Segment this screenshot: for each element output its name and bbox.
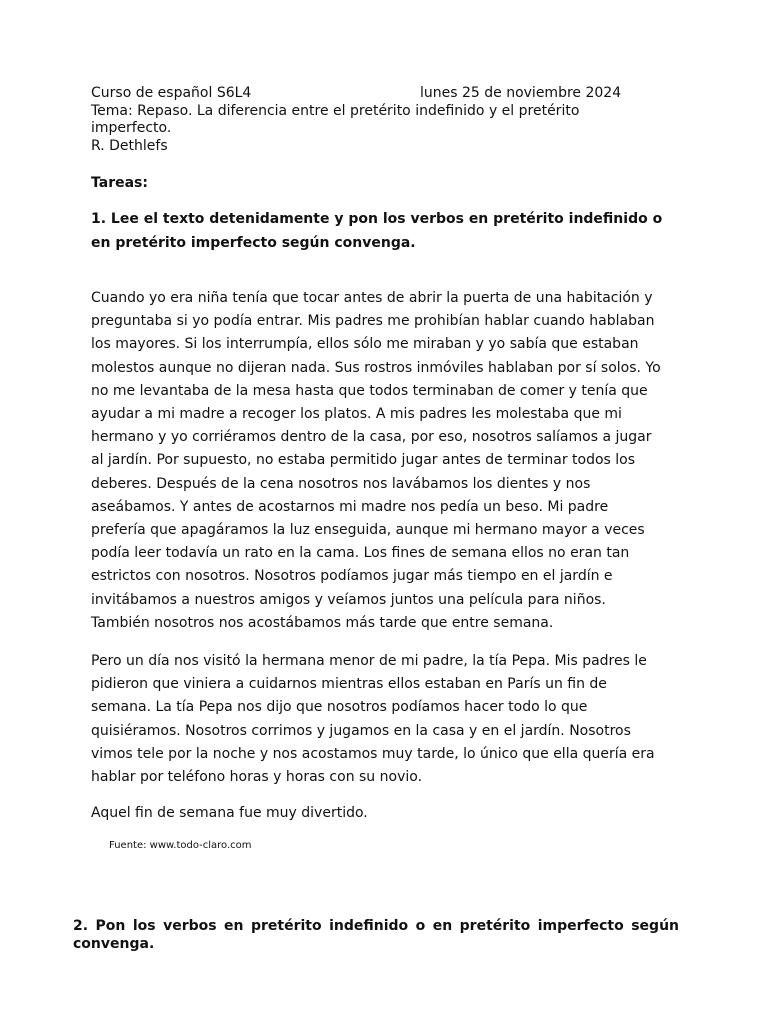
paragraph-1-line: También nosotros nos acostábamos más tarde que entre semana. — [91, 614, 554, 631]
header-first-line — [91, 85, 691, 103]
paragraph-1-line: ayudar a mi madre a recoger los platos. A mis padres les molestaba que mi — [91, 406, 622, 423]
paragraph-1-line: Cuando yo era niña tenía que tocar antes de abrir la puerta de una habitación y — [91, 290, 653, 306]
paragraph-2-line: Pero un día nos visitó la hermana menor de mi padre, la tía Pepa. Mis padres le — [91, 653, 647, 669]
paragraph-1-line: deberes. Después de la cena nosotros nos lavábamos los dientes y nos — [91, 475, 591, 492]
topic-line-2: imperfecto. — [91, 120, 172, 136]
paragraph-1-line: hermano y yo corriéramos dentro de la casa, por eso, nosotros salíamos a jugar — [91, 429, 652, 446]
paragraph-2-line: quisiéramos. Nosotros corrimos y jugamos en la casa y en el jardín. Nosotros — [91, 722, 631, 739]
paragraph-1-line: los mayores. Si los interrumpía, ellos sólo me miraban y yo sabía que estaban — [91, 336, 639, 353]
paragraph-1-line: aseábamos. Y antes de acostarnos mi madre nos pedía un beso. Mi padre — [91, 498, 609, 515]
paragraph-2-line: semana. La tía Pepa nos dijo que nosotros podíamos hacer todo lo que — [91, 699, 588, 716]
paragraph-1-line: al jardín. Por supuesto, no estaba permitido jugar antes de terminar todos los — [91, 452, 636, 469]
paragraph-1-line: invitábamos a nuestros amigos y veíamos juntos una película para niños. — [91, 591, 606, 608]
paragraph-3: Aquel fin de semana fue muy divertido. — [91, 805, 368, 821]
paragraph-2-line: vimos tele por la noche y nos acostamos muy tarde, lo único que ella quería era — [91, 745, 655, 762]
task-2-line-2: convenga. — [73, 936, 155, 952]
task-1-line-2: en pretérito imperfecto según convenga. — [91, 234, 416, 251]
author-name: R. Dethlefs — [91, 137, 168, 154]
paragraph-2-line: pidieron que viniera a cuidarnos mientras ellos estaban en París un fin de — [91, 676, 607, 693]
paragraph-1-line: podía leer todavía un rato en la cama. Los fines de semana ellos no eran tan — [91, 545, 630, 562]
paragraph-1-line: no me levantaba de la mesa hasta que todos terminaban de comer y tenía que — [91, 382, 648, 399]
paragraph-1-line: estrictos con nosotros. Nosotros podíamos jugar más tiempo en el jardín e — [91, 568, 613, 585]
task-1-line-1: 1. Lee el texto detenidamente y pon los verbos en pretérito indefinido o — [91, 211, 663, 227]
paragraph-1-line: molestos aunque no dijeran nada. Sus rostros inmóviles hablaban por sí solos. Yo — [91, 359, 661, 376]
topic-line-1: Tema: Repaso. La diferencia entre el pretérito indefinido y el pretérito — [91, 102, 580, 119]
task-1-instruction — [91, 208, 691, 255]
source-citation: Fuente: www.todo-claro.com — [109, 840, 252, 851]
lesson-date: lunes 25 de noviembre 2024 — [420, 85, 622, 101]
course-name: Curso de español S6L4 — [91, 85, 252, 101]
paragraph-2 — [91, 650, 691, 789]
tasks-heading: Tareas: — [91, 175, 148, 191]
paragraph-1-line: preguntaba si yo podía entrar. Mis padres me prohibían hablar cuando hablaban — [91, 313, 655, 330]
paragraph-2-line: hablar por teléfono horas y horas con su novio. — [91, 769, 423, 786]
task-2-line-1: 2. Pon los verbos en pretérito indefinido o en pretérito imperfecto según — [73, 918, 679, 934]
task-2-instruction — [73, 917, 679, 953]
paragraph-1-line: prefería que apagáramos la luz enseguida, aunque mi hermano mayor a veces — [91, 522, 645, 539]
paragraph-1 — [91, 287, 691, 635]
document-header — [91, 85, 691, 155]
